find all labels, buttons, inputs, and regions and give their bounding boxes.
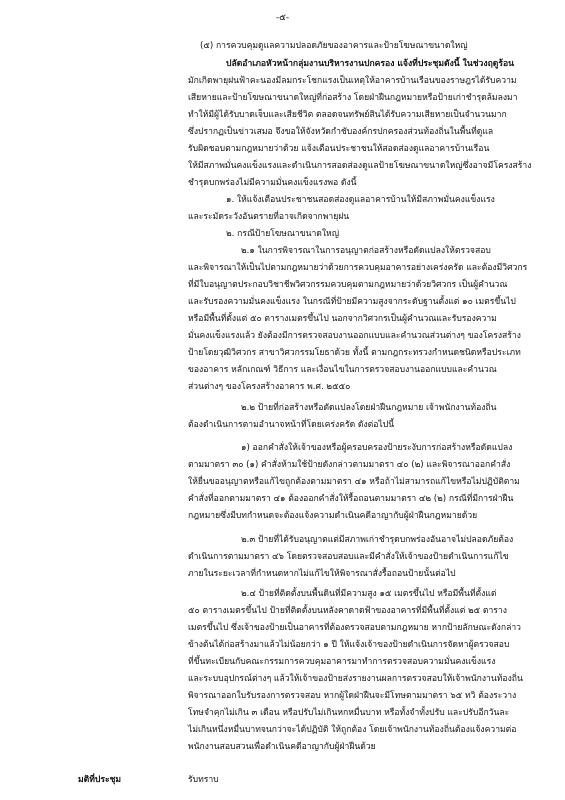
body-line: และระมัดระวังอันตรายที่อาจเกิดจากพายุฝน: [188, 212, 350, 222]
body-line: มักเกิดพายุฝนฟ้าคะนองมีลมกระโชกแรงเป็นเหตุให้อาคารบ้านเรือนของราษฎรได้รับความ: [188, 76, 517, 86]
speaker-line: ปลัดอำเภอหัวหน้ากลุ่มงานบริหารงานปกครอง แจ้งที่ประชุมดังนี้ ในช่วงฤดูร้อน: [226, 59, 515, 69]
body-line: กฎหมายซึ่งมีบทกำหนดจะต้องแจ้งความดำเนินคดีอาญากับผู้ฝ่าฝืนกฎหมายด้วย: [188, 511, 478, 521]
body-line: ของอาคาร หลักเกณฑ์ วิธีการ และเงื่อนไขในการตรวจสอบงานออกแบบและคำนวณ: [188, 365, 497, 375]
body-line: พิจารณาออกใบรับรองการตรวจสอบ หากผู้ใดฝ่าฝืนจะมีโทษตามมาตรา ๖๕ ทวิ ต้องระวาง: [188, 691, 517, 701]
body-line: ส่วนต่างๆ ของโครงสร้างอาคาร พ.ศ. ๒๕๕๐: [188, 382, 351, 392]
subsection-2-3: ๒.๓ ป้ายที่ได้รับอนุญาตแต่มีสภาพเก่าชำรุดบกพร่องอันอาจไม่ปลอดภัยต้อง: [241, 535, 514, 545]
page-number: -๕-: [275, 13, 290, 23]
subsection-2-1: ๒.๑ ในการพิจารณาในการอนุญาตก่อสร้างหรือดัดแปลงให้ตรวจสอบ: [241, 246, 491, 256]
body-line: มั่นคงแข็งแรงแล้ว ยังต้องมีการตรวจสอบงานออกแบบและคำนวณส่วนต่างๆ ของโครงสร้าง: [188, 331, 521, 341]
body-line: ภายในระยะเวลาที่กำหนดหากไม่แก้ไขให้พิจารณาสั่งรื้อถอนป้ายนั้นต่อไป: [188, 569, 456, 579]
body-line: และพิจารณาให้เป็นไปตามกฎหมายว่าด้วยการควบคุมอาคารอย่างเคร่งครัด และต้องมีวิศวกร: [188, 263, 528, 273]
resolution-label: มติที่ประชุม: [78, 775, 122, 785]
body-line: และระบบอุปกรณ์ต่างๆ แล้วให้เจ้าของป้ายส่งรายงานผลการตรวจสอบให้เจ้าพนักงานท้องถิ่น: [188, 674, 523, 684]
body-line: ข้างต้นได้ก่อสร้างมาแล้วไม่น้อยกว่า ๑ ปี ให้แจ้งเจ้าของป้ายดำเนินการจัดหาผู้ตรวจสอบ: [188, 640, 510, 650]
body-line: ดำเนินการตามมาตรา ๔๖ โดยตรวจสอบสอบและมีคำสั่งให้เจ้าของป้ายดำเนินการแก้ไข: [188, 552, 509, 562]
body-line: ให้ยื่นขออนุญาตหรือแก้ไขถูกต้องตามมาตรา ๔๑ หรือถ้าไม่สามารถแก้ไขหรือไม่ปฏิบัติตาม: [188, 477, 520, 487]
body-line: ทำให้มีผู้ได้รับบาดเจ็บและเสียชีวิต ตลอดจนทรัพย์สินได้รับความเสียหายเป็นจำนวนมาก: [188, 110, 507, 120]
body-line: ชำรุดบกพร่องไม่มีความมั่นคงแข็งแรงพอ ดังนี้: [188, 178, 357, 188]
body-line: ให้มีสภาพมั่นคงแข็งแรงและดำเนินการสอดส่องดูแลป้ายโฆษณาขนาดใหญ่ซึ่งอาจมีโครงสร้าง: [188, 161, 532, 171]
body-line: คำสั่งที่ออกตามมาตรา ๔๑ ต้องออกคำสั่งให้รื้อถอนตามมาตรา ๔๒ (๒) กรณีที่มีการฝ่าฝืน: [188, 494, 514, 504]
body-line: หรือมีพื้นที่ตั้งแต่ ๕๐ ตารางเมตรขึ้นไป นอกจากวิศวกรเป็นผู้คำนวณและรับรองความ: [188, 314, 497, 324]
subsection-2-2: ๒.๒ ป้ายที่ก่อสร้างหรือดัดแปลงโดยฝ่าฝืนกฎหมาย เจ้าพนักงานท้องถิ่น: [241, 403, 497, 413]
body-line: ที่มีใบอนุญาตประกอบวิชาชีพวิศวกรรมควบคุมตามกฎหมายว่าด้วยวิศวกร เป็นผู้คำนวณ: [188, 280, 508, 290]
list-item-1: ๑. ให้แจ้งเตือนประชาชนสอดส่องดูแลอาคารบ้านให้มีสภาพมั่นคงแข็งแรง: [226, 195, 495, 205]
body-line: ต้องดำเนินการตามอำนาจหน้าที่โดยเคร่งครัด ดังต่อไปนี้: [188, 420, 395, 430]
body-line: และรับรองความมั่นคงแข็งแรง ในกรณีที่ป้ายมีความสูงจากระดับฐานตั้งแต่ ๑๐ เมตรขึ้นไป: [188, 297, 516, 307]
body-line: ที่ขึ้นทะเบียนกับคณะกรรมการควบคุมอาคารมาทำการตรวจสอบความมั่นคงแข็งแรง: [188, 657, 496, 667]
body-line: รับผิดชอบตามกฎหมายว่าด้วย แจ้งเตือนประชาชนให้สอดส่องดูแลอาคารบ้านเรือน: [188, 144, 490, 154]
section-heading: (๕) การควบคุมดูแลความปลอดภัยของอาคารและป้ายโฆษณาขนาดใหญ่: [200, 41, 468, 51]
subsection-2-4: ๒.๔ ป้ายที่ติดตั้งบนพื้นดินที่มีความสูง ๑๕ เมตรขึ้นไป หรือมีพื้นที่ตั้งแต่: [241, 589, 497, 599]
body-line: พนักงานสอบสวนเพื่อดำเนินคดีอาญากับผู้ฝ่าฝืนด้วย: [188, 742, 376, 752]
body-line: ไม่เกินหนึ่งหมื่นบาทจนกว่าจะได้ปฏิบัติ ให้ถูกต้อง โดยเจ้าพนักงานท้องถิ่นต้องแจ้งความต่อ: [188, 725, 517, 735]
resolution-text: รับทราบ: [188, 775, 219, 785]
body-line: โทษจำคุกไม่เกิน ๓ เดือน หรือปรับไม่เกินหกหมื่นบาท หรือทั้งจำทั้งปรับ และปรับอีกวันละ: [188, 708, 510, 718]
body-line: ซึ่งปรากฏเป็นข่าวเสมอ จึงขอให้จังหวัดกำชับองค์กรปกครองส่วนท้องถิ่นในพื้นที่ดูแล: [188, 127, 494, 137]
body-line: เมตรขึ้นไป ซึ่งเจ้าของป้ายเป็นอาคารที่ต้องตรวจสอบตามกฎหมาย หากป้ายลักษณะดังกล่าว: [188, 623, 521, 633]
list-item-2: ๒. กรณีป้ายโฆษณาขนาดใหญ่: [226, 229, 340, 239]
body-line: ป้ายโดยวุฒิวิศวกร สาขาวิศวกรรมโยธาด้วย ทั้งนี้ ตามกฎกระทรวงกำหนดชนิดหรือประเภท: [188, 348, 521, 358]
body-line: เสียหายและป้ายโฆษณาขนาดใหญ่ที่ก่อสร้าง โดยฝ่าฝืนกฎหมายหรือป้ายเก่าชำรุดล้มลงมา: [188, 93, 518, 103]
body-line: ๕๐ ตารางเมตรขึ้นไป ป้ายที่ติดตั้งบนหลังคาดาดฟ้าของอาคารที่มีพื้นที่ตั้งแต่ ๒๕ ตาราง: [188, 606, 507, 616]
body-line: ตามมาตรา ๓๐ (๑) คำสั่งห้ามใช้ป้ายดังกล่าวตามมาตรา ๔๐ (๒) และพิจารณาออกคำสั่ง: [188, 460, 511, 470]
sub-item-1: ๑) ออกคำสั่งให้เจ้าของหรือผู้ครอบครองป้ายระงับการก่อสร้างหรือดัดแปลง: [241, 443, 513, 453]
